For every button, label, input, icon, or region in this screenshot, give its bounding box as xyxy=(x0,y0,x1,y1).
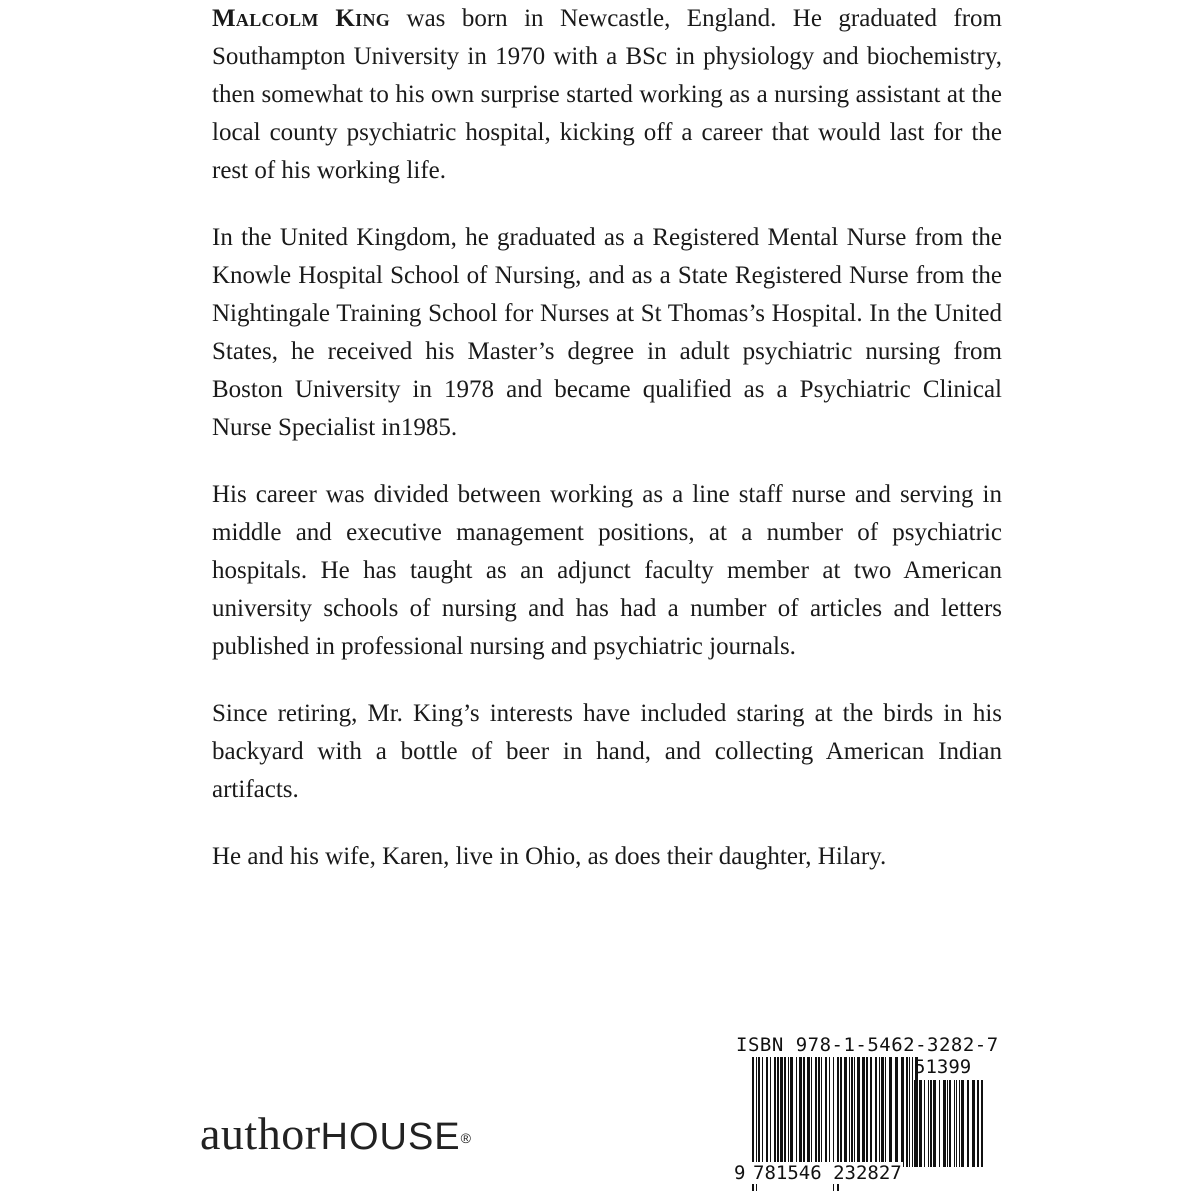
barcode-bar xyxy=(862,1057,865,1167)
barcode-bar xyxy=(840,1057,842,1167)
barcode-bar xyxy=(928,1080,929,1167)
barcode-bar xyxy=(796,1057,797,1167)
barcode-bar xyxy=(895,1057,898,1167)
author-bio xyxy=(212,0,1002,905)
barcode-bar xyxy=(901,1057,904,1167)
barcode-bar xyxy=(924,1080,925,1167)
barcode-bar xyxy=(821,1057,822,1167)
barcode-bar xyxy=(947,1080,948,1167)
barcode-bar xyxy=(956,1080,957,1167)
barcode-bar xyxy=(851,1057,853,1167)
barcode-bar xyxy=(799,1057,802,1167)
barcode-bar xyxy=(889,1057,892,1167)
publisher-logo xyxy=(200,1104,471,1167)
barcode-bar xyxy=(784,1057,786,1167)
barcode-bar xyxy=(943,1080,946,1167)
barcode-bar xyxy=(912,1057,913,1167)
isbn-label: ISBN 978-1-5462-3282-7 xyxy=(736,1034,999,1056)
barcode-bar xyxy=(844,1057,847,1167)
price-barcode-bars xyxy=(914,1080,986,1191)
barcode-bar xyxy=(866,1057,868,1167)
barcode-bar xyxy=(977,1080,979,1167)
barcode-bar xyxy=(811,1057,812,1167)
barcode-digit-first: 9 xyxy=(734,1162,746,1184)
barcode-bar xyxy=(780,1057,783,1167)
bio-paragraph-3: His career was divided between working as a line staff nurse and serving in middle and executive management positions, at a number of psychiatric hospitals. He has taught as an adjunct faculty member at two American university schools of nursing and has had a number of articles and letters published in professional nursing and psychiatric journals. xyxy=(212,481,1002,660)
barcode-bar xyxy=(909,1057,910,1167)
bio-paragraph-2: In the United Kingdom, he graduated as a Registered Mental Nurse from the Knowle Hospital School of Nursing, and as a State Registered Nurse from the Nightingale Training School for Nurses at St Thomas’s Hospital. In the United States, he received his Master’s degree in adult psychiatric nursing from Boston University in 1978 and became qualified as a Psychiatric Clinical Nurse Specialist in1985. xyxy=(212,224,1002,441)
publisher-logo-part2: HOUSE xyxy=(320,1116,461,1158)
barcode-bar xyxy=(803,1057,805,1167)
barcode-bar xyxy=(762,1057,763,1167)
barcode-bar xyxy=(967,1080,969,1167)
barcode-bar xyxy=(854,1057,855,1167)
barcode-bar xyxy=(961,1080,964,1167)
barcode-bar xyxy=(766,1057,768,1167)
isbn-barcode xyxy=(730,1030,999,1188)
barcode-bar xyxy=(933,1080,936,1167)
bio-paragraph-1 xyxy=(212,0,1002,190)
barcode-bar xyxy=(959,1080,960,1167)
barcode-bar xyxy=(914,1080,917,1167)
barcode-bar xyxy=(774,1057,776,1167)
barcode-bar xyxy=(981,1080,983,1167)
barcode-bar xyxy=(954,1080,955,1167)
barcode-bar xyxy=(849,1057,850,1167)
barcode-bar xyxy=(829,1057,830,1167)
author-name: Malcolm King xyxy=(212,5,391,32)
barcode-bar xyxy=(949,1080,951,1167)
barcode-bar xyxy=(788,1057,789,1167)
barcode-bar xyxy=(770,1057,771,1167)
barcode-bar xyxy=(857,1057,860,1167)
barcode-bar xyxy=(919,1080,922,1167)
bio-paragraph-4: Since retiring, Mr. King’s interests have included staring at the birds in his backyard with a bottle of beer in hand, and collecting American Indian artifacts. xyxy=(212,700,1002,803)
barcode-bar xyxy=(815,1057,817,1167)
barcode-bar xyxy=(825,1057,827,1167)
barcode-bar xyxy=(777,1057,779,1167)
barcode-bar xyxy=(879,1057,880,1167)
barcode-bar xyxy=(930,1080,932,1167)
publisher-logo-part1: author xyxy=(200,1108,321,1159)
barcode-bar xyxy=(807,1057,810,1167)
bio-paragraph-5: He and his wife, Karen, live in Ohio, as does their daughter, Hilary. xyxy=(212,843,887,870)
barcode-bar xyxy=(972,1080,975,1167)
barcode-digits-rest: 781546 232827 xyxy=(753,1162,902,1184)
barcode-bar xyxy=(939,1080,940,1167)
price-code: 51399 xyxy=(914,1056,972,1078)
barcode-bar xyxy=(906,1057,908,1167)
barcode-bar xyxy=(790,1057,793,1167)
barcode-bar xyxy=(885,1057,886,1167)
barcode-bar xyxy=(818,1057,820,1167)
barcode-bar xyxy=(758,1057,760,1167)
registered-mark: ® xyxy=(460,1130,471,1146)
barcode-bar xyxy=(881,1057,884,1167)
bio-paragraph-1-text: was born in Newcastle, England. He graduated from Southampton University in 1970 with a BSc in physiology and biochemistry, then somewhat to his own surprise started working as a nursing assistant at the local county psychiatric hospital, kicking off a career that would last for the rest of his working life. xyxy=(212,5,1002,184)
barcode-bar xyxy=(875,1057,877,1167)
barcode-bar xyxy=(870,1057,872,1167)
